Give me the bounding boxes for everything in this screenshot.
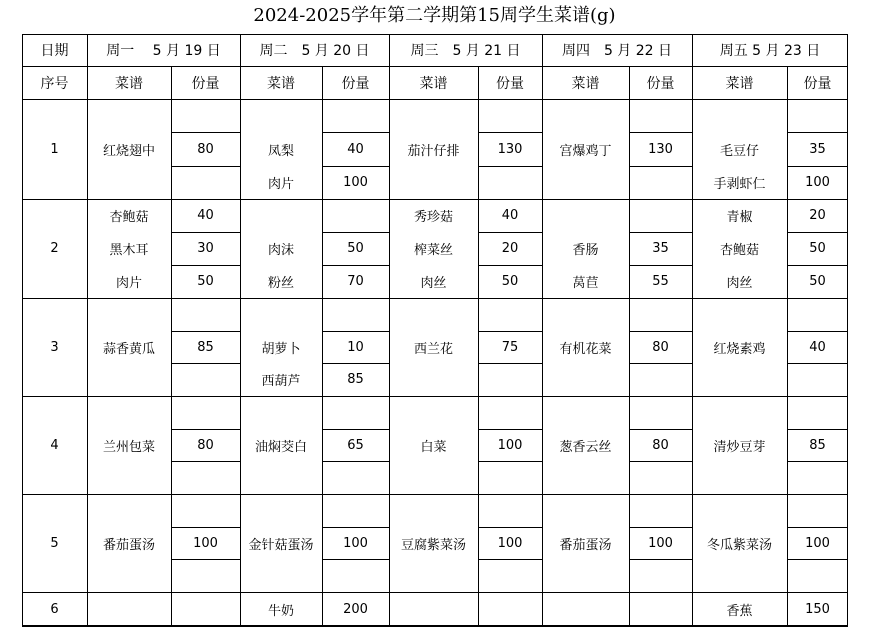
dish-name: 肉丝 — [420, 276, 447, 291]
grid-line — [171, 461, 240, 462]
dish-name: 青椒 — [726, 210, 753, 225]
row-number: 3 — [50, 339, 59, 355]
grid-line — [22, 396, 848, 397]
dish-name: 茄汁仔排 — [407, 143, 460, 159]
dish-name: 番茄蛋汤 — [102, 537, 155, 553]
dish-quantity: 100 — [343, 535, 368, 551]
dish-name: 肉沫 — [267, 243, 294, 258]
dish-quantity: 20 — [809, 208, 826, 223]
dish-name: 豆腐紫菜汤 — [400, 537, 466, 553]
dish-name: 金针菇蛋汤 — [248, 537, 314, 553]
dish-name: 手剥虾仁 — [713, 177, 766, 192]
dish-name: 香肠 — [572, 243, 599, 258]
dish-quantity: 50 — [501, 274, 519, 289]
dish-name: 凤梨 — [267, 143, 294, 159]
grid-line — [787, 559, 848, 560]
dish-name: 宫爆鸡丁 — [559, 143, 612, 159]
dish-quantity: 70 — [347, 274, 364, 289]
grid-line — [171, 559, 240, 560]
dish-name: 红烧翅中 — [102, 143, 155, 159]
dish-quantity: 130 — [497, 141, 523, 157]
dish-name: 粉丝 — [267, 276, 294, 291]
dish-name: 红烧素鸡 — [713, 341, 766, 357]
dish-quantity: 50 — [347, 241, 364, 256]
dish-header: 菜谱 — [115, 75, 143, 92]
grid-line — [478, 461, 542, 462]
grid-line — [787, 363, 848, 364]
dish-quantity: 50 — [197, 274, 214, 289]
grid-line — [629, 363, 692, 364]
dish-name: 黑木耳 — [109, 243, 149, 258]
menu-table — [22, 34, 848, 626]
dish-name: 冬瓜紫菜汤 — [706, 537, 772, 553]
dish-name: 兰州包菜 — [102, 439, 155, 455]
dish-quantity: 35 — [652, 241, 669, 256]
dish-quantity: 100 — [805, 175, 830, 190]
dish-quantity: 85 — [197, 339, 214, 355]
dish-name: 牛奶 — [267, 603, 294, 619]
qty-header: 份量 — [646, 75, 675, 92]
dish-quantity: 100 — [497, 535, 523, 551]
grid-line — [322, 461, 389, 462]
seq-header: 序号 — [40, 75, 69, 92]
day-header: 周四 5 月 22 日 — [561, 43, 673, 59]
grid-line — [171, 166, 240, 167]
dish-header: 菜谱 — [571, 75, 600, 92]
dish-name: 榨菜丝 — [413, 243, 453, 258]
grid-line — [478, 363, 542, 364]
dish-quantity: 200 — [343, 601, 368, 617]
dish-quantity: 65 — [347, 437, 364, 453]
dish-name: 香蕉 — [726, 603, 753, 619]
dish-name: 胡萝卜 — [261, 341, 301, 357]
grid-line — [478, 559, 542, 560]
row-number: 1 — [50, 141, 59, 157]
dish-quantity: 100 — [343, 175, 368, 190]
grid-line — [22, 298, 848, 299]
qty-header: 份量 — [341, 75, 370, 92]
date-header: 日期 — [40, 43, 69, 59]
dish-header: 菜谱 — [419, 75, 448, 92]
dish-name: 蒜香黄瓜 — [102, 341, 155, 357]
dish-name: 秀珍菇 — [413, 210, 453, 225]
dish-name: 西葫芦 — [261, 374, 301, 389]
dish-quantity: 50 — [809, 274, 826, 289]
grid-line — [629, 559, 692, 560]
grid-line — [22, 626, 848, 627]
day-header: 周一 5 月 19 日 — [106, 43, 221, 59]
dish-quantity: 40 — [501, 208, 519, 223]
day-header: 周二 5 月 20 日 — [259, 43, 370, 59]
grid-line — [322, 559, 389, 560]
dish-quantity: 40 — [347, 141, 364, 157]
dish-quantity: 20 — [501, 241, 519, 256]
dish-quantity: 85 — [347, 372, 364, 387]
dish-quantity: 30 — [197, 241, 214, 256]
dish-name: 番茄蛋汤 — [559, 537, 612, 553]
dish-quantity: 50 — [809, 241, 826, 256]
grid-line — [629, 166, 692, 167]
qty-header: 份量 — [803, 75, 832, 92]
dish-name: 莴苣 — [572, 276, 599, 291]
qty-header: 份量 — [191, 75, 220, 92]
grid-line — [787, 461, 848, 462]
grid-line — [629, 461, 692, 462]
dish-quantity: 40 — [197, 208, 214, 223]
dish-quantity: 80 — [652, 437, 669, 453]
grid-line — [478, 166, 542, 167]
dish-quantity: 10 — [347, 339, 364, 355]
dish-quantity: 35 — [809, 141, 826, 157]
dish-name: 杏鲍菇 — [719, 243, 759, 258]
dish-header: 菜谱 — [267, 75, 295, 92]
dish-quantity: 100 — [497, 437, 523, 453]
dish-quantity: 80 — [197, 437, 214, 453]
row-number: 5 — [50, 535, 59, 551]
day-header: 周三 5 月 21 日 — [410, 43, 521, 59]
dish-name: 白菜 — [420, 439, 447, 455]
dish-quantity: 100 — [648, 535, 673, 551]
dish-quantity: 150 — [805, 601, 830, 617]
dish-quantity: 40 — [809, 339, 826, 355]
dish-name: 油焖茭白 — [254, 439, 307, 455]
dish-quantity: 100 — [805, 535, 830, 551]
grid-line — [22, 99, 848, 100]
row-number: 2 — [50, 241, 59, 256]
dish-name: 有机花菜 — [559, 341, 612, 357]
dish-name: 清炒豆芽 — [713, 439, 766, 455]
dish-quantity: 130 — [648, 141, 673, 157]
dish-quantity: 85 — [809, 437, 826, 453]
dish-name: 毛豆仔 — [719, 143, 759, 159]
page-title: 2024-2025学年第二学期第15周学生菜谱(g) — [253, 5, 616, 26]
dish-name: 肉丝 — [726, 276, 753, 291]
dish-name: 葱香云丝 — [559, 439, 612, 455]
grid-line — [22, 494, 848, 495]
dish-quantity: 100 — [193, 535, 218, 551]
row-number: 4 — [50, 437, 59, 453]
dish-header: 菜谱 — [725, 75, 754, 92]
dish-name: 肉片 — [267, 177, 294, 192]
grid-line — [171, 363, 240, 364]
day-header: 周五 5 月 23 日 — [719, 43, 821, 59]
dish-name: 杏鲍菇 — [109, 210, 149, 225]
row-number: 6 — [50, 601, 59, 617]
dish-quantity: 75 — [501, 339, 519, 355]
dish-name: 西兰花 — [413, 341, 453, 357]
qty-header: 份量 — [496, 75, 524, 92]
dish-name: 肉片 — [115, 276, 142, 291]
dish-quantity: 80 — [652, 339, 669, 355]
dish-quantity: 55 — [652, 274, 669, 289]
dish-quantity: 80 — [197, 141, 214, 157]
